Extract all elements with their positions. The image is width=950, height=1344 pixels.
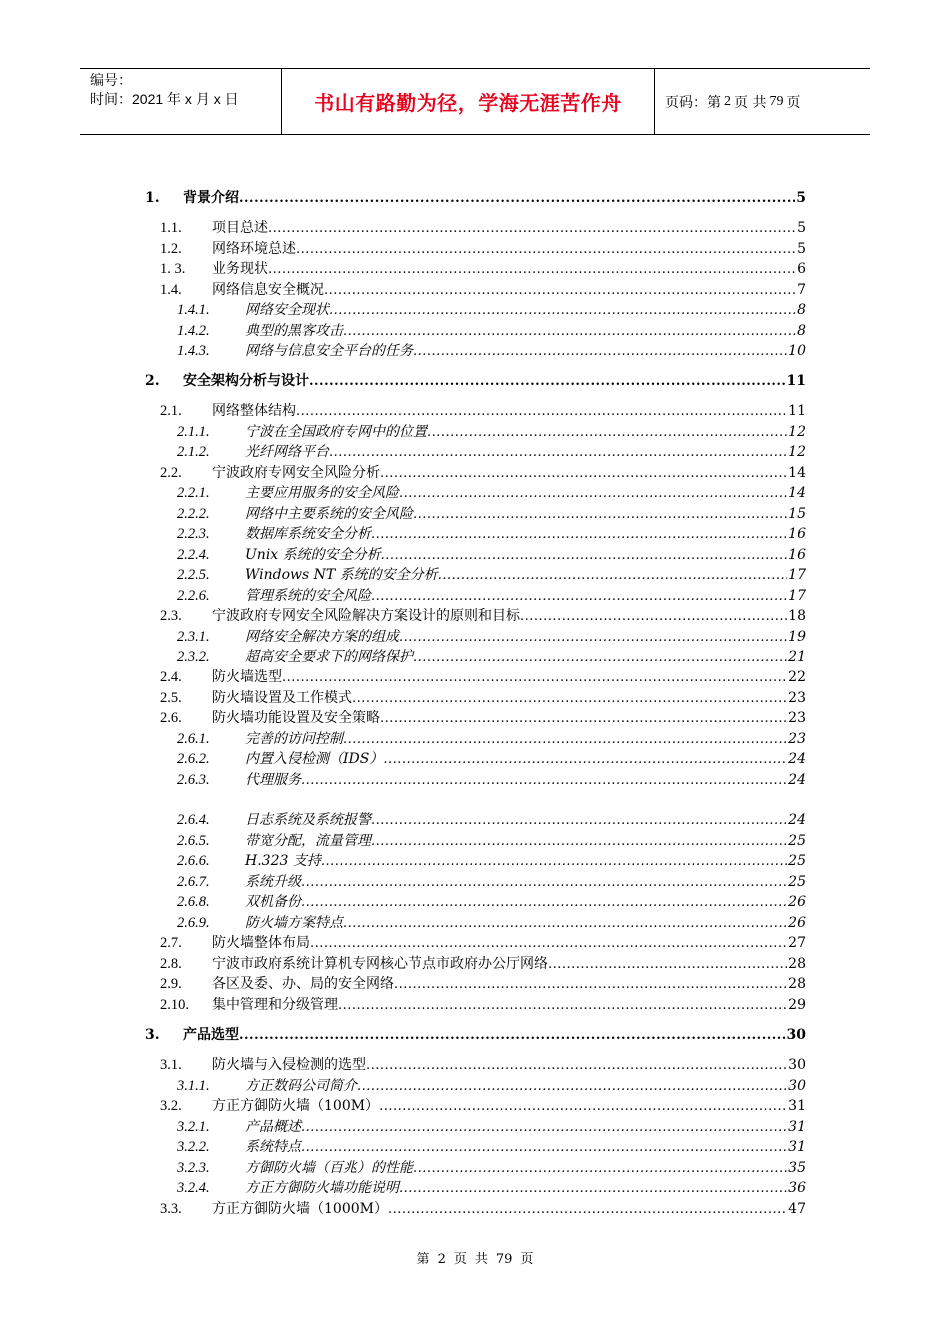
toc-entry-number: 2.4. [160, 669, 182, 685]
toc-entry-number: 2.1.2. [177, 444, 210, 460]
toc-leader-dots [366, 1055, 787, 1076]
toc-entry[interactable] [140, 872, 806, 892]
toc-leader-dots [520, 606, 787, 627]
toc-entry-page: 16 [788, 526, 806, 542]
toc-entry-page: 26 [788, 915, 806, 931]
toc-entry-number: 2. [145, 373, 160, 389]
toc-entry-page: 14 [788, 485, 806, 501]
toc-entry-number: 1.1. [160, 220, 182, 236]
toc-entry[interactable] [140, 1055, 806, 1075]
toc-entry-title: 防火墙选型 [212, 669, 282, 685]
toc-entry[interactable] [140, 422, 806, 442]
toc-leader-dots [268, 218, 796, 239]
toc-entry-page: 21 [788, 649, 806, 665]
toc-entry-title: 集中管理和分级管理 [212, 997, 338, 1013]
toc-leader-dots [301, 872, 787, 893]
toc-leader-dots [413, 1158, 787, 1179]
toc-entry-page: 5 [796, 190, 806, 206]
header-page-info [655, 69, 870, 134]
toc-entry[interactable] [140, 239, 806, 259]
toc-leader-dots [268, 259, 796, 280]
toc-entry-number: 3.3. [160, 1201, 182, 1217]
toc-entry-page: 5 [797, 241, 806, 257]
toc-entry-number: 3.2.2. [177, 1139, 210, 1155]
toc-entry-title: 产品概述 [245, 1119, 301, 1135]
toc-entry-number: 3.2. [160, 1098, 182, 1114]
toc-entry-page: 25 [788, 853, 806, 869]
header-page-prefix: 页码：第 [665, 94, 721, 111]
toc-entry-number: 2.6.8. [177, 894, 210, 910]
toc-entry-page: 23 [788, 690, 806, 706]
toc-entry[interactable] [140, 831, 806, 851]
toc-entry-title: 防火墙设置及工作模式 [212, 690, 352, 706]
toc-entry-title: 方正方御防火墙功能说明 [245, 1180, 399, 1196]
toc-leader-dots [381, 545, 788, 566]
toc-entry[interactable] [140, 627, 806, 647]
toc-entry[interactable] [140, 483, 806, 503]
toc-entry-page: 14 [788, 465, 806, 481]
toc-leader-dots [371, 810, 787, 831]
header-code-label: 编号： [90, 72, 132, 88]
toc-entry-title: 网络信息安全概况 [212, 282, 324, 298]
toc-entry-title: 宁波市政府系统计算机专网核心节点市政府办公厅网络 [212, 956, 548, 972]
toc-entry[interactable] [140, 606, 806, 626]
toc-entry-page: 35 [788, 1160, 806, 1176]
toc-entry-number: 2.6.9. [177, 915, 210, 931]
toc-entry-number: 2.6.1. [177, 731, 210, 747]
toc-entry-title: 各区及委、办、局的安全网络 [212, 976, 394, 992]
header-date-label: 时间：2021 年 x 月 x 日 [90, 91, 239, 107]
toc-entry[interactable] [140, 729, 806, 749]
toc-entry-number: 1. 3. [160, 261, 186, 277]
toc-entry-title: 系统特点 [245, 1139, 301, 1155]
toc-entry-number: 3.2.1. [177, 1119, 210, 1135]
page-header [80, 68, 870, 135]
toc-entry-number: 2.3.2. [177, 649, 210, 665]
toc-entry[interactable] [140, 708, 806, 728]
toc-entry-title: 项目总述 [212, 220, 268, 236]
toc-entry[interactable] [140, 545, 806, 565]
toc-entry-title: 光纤网络平台 [245, 444, 329, 460]
toc-entry-page: 24 [788, 812, 806, 828]
toc-entry-page: 30 [786, 1027, 806, 1043]
toc-entry-page: 31 [788, 1098, 806, 1114]
toc-entry-title: 网络与信息安全平台的任务 [245, 343, 413, 359]
toc-entry-page: 31 [788, 1139, 806, 1155]
toc-entry-title: 代理服务 [245, 772, 301, 788]
toc-entry-number: 3.2.4. [177, 1180, 210, 1196]
toc-entry[interactable] [140, 667, 806, 687]
toc-leader-dots [394, 974, 787, 995]
toc-entry-number: 2.1.1. [177, 424, 210, 440]
toc-leader-dots [399, 483, 787, 504]
toc-entry-number: 2.2.5. [177, 567, 210, 583]
toc-entry-page: 28 [788, 956, 806, 972]
toc-entry[interactable] [140, 647, 806, 667]
toc-entry-page: 22 [788, 669, 806, 685]
toc-entry-page: 23 [788, 731, 806, 747]
toc-entry-number: 2.3. [160, 608, 182, 624]
toc-leader-dots [301, 1137, 787, 1158]
toc-entry[interactable] [140, 913, 806, 933]
toc-entry-number: 1.4. [160, 282, 182, 298]
toc-entry-title: 管理系统的安全风险 [245, 588, 371, 604]
toc-entry-page: 15 [788, 506, 806, 522]
toc-leader-dots [399, 627, 787, 648]
toc-entry[interactable] [140, 1117, 806, 1137]
toc-leader-dots [338, 995, 787, 1016]
toc-entry-number: 2.2.6. [177, 588, 210, 604]
toc-entry-title: 网络安全现状 [245, 302, 329, 318]
toc-entry[interactable] [140, 300, 806, 320]
toc-entry[interactable] [140, 933, 806, 953]
header-meta [80, 69, 282, 134]
toc-entry-page: 27 [788, 935, 806, 951]
toc-entry[interactable] [140, 280, 806, 300]
toc-entry[interactable] [140, 770, 806, 790]
toc-leader-dots [343, 321, 796, 342]
toc-entry[interactable] [140, 586, 806, 606]
toc-entry-number: 3. [145, 1027, 160, 1043]
toc-entry-page: 12 [788, 444, 806, 460]
toc-entry-title: 产品选型 [183, 1027, 239, 1043]
toc-leader-dots [379, 1096, 787, 1117]
toc-entry-number: 2.2.4. [177, 547, 210, 563]
toc-entry-title: 网络环境总述 [212, 241, 296, 257]
toc-entry-number: 3.1. [160, 1057, 182, 1073]
toc-entry-page: 19 [788, 629, 806, 645]
toc-leader-dots [296, 239, 796, 260]
toc-entry-page: 10 [788, 343, 806, 359]
toc-entry-number: 2.6.5. [177, 833, 210, 849]
toc-leader-dots [371, 586, 787, 607]
toc-entry-title: 方正方御防火墙（100M） [212, 1098, 380, 1114]
toc-entry-page: 17 [788, 567, 806, 583]
toc-entry-title: 网络中主要系统的安全风险 [245, 506, 413, 522]
toc-entry-title: 主要应用服务的安全风险 [245, 485, 399, 501]
toc-entry-number: 1.4.3. [177, 343, 210, 359]
toc-entry[interactable] [140, 371, 806, 391]
page-footer [0, 1248, 950, 1267]
toc-entry-number: 2.2. [160, 465, 182, 481]
toc-leader-dots [343, 729, 787, 750]
toc-entry[interactable] [140, 401, 806, 421]
toc-entry-number: 2.6.3. [177, 772, 210, 788]
toc-entry[interactable] [140, 1178, 806, 1198]
toc-leader-dots [380, 708, 787, 729]
toc-entry-title: 安全架构分析与设计 [183, 373, 309, 389]
toc-entry-page: 8 [797, 302, 806, 318]
toc-leader-dots [321, 851, 787, 872]
toc-entry-title: H.323 支持 [245, 853, 321, 869]
footer-label-2: 页 [453, 1252, 467, 1267]
toc-leader-dots [438, 565, 787, 586]
toc-leader-dots [239, 1025, 786, 1046]
toc-entry-title: 网络整体结构 [212, 403, 296, 419]
toc-leader-dots [371, 524, 787, 545]
toc-entry-number: 2.9. [160, 976, 182, 992]
toc-entry-title: 宁波在全国政府专网中的位置 [245, 424, 427, 440]
toc-leader-dots [383, 749, 787, 770]
toc-entry-title: 日志系统及系统报警 [245, 812, 371, 828]
toc-entry[interactable] [140, 851, 806, 871]
toc-entry-number: 2.3.1. [177, 629, 210, 645]
header-page-current: 2 [724, 93, 731, 109]
toc-entry-page: 8 [797, 323, 806, 339]
toc-entry[interactable] [140, 749, 806, 769]
toc-entry-page: 23 [788, 710, 806, 726]
toc-entry-page: 29 [788, 997, 806, 1013]
toc-entry-title: 数据库系统安全分析 [245, 526, 371, 542]
toc-entry-title: 方正数码公司简介 [245, 1078, 357, 1094]
toc-entry-title: 方御防火墙（百兆）的性能 [245, 1160, 413, 1176]
toc-entry-title: Unix 系统的安全分析 [245, 547, 381, 563]
footer-label-1: 第 [416, 1252, 430, 1267]
toc-entry-number: 1.4.2. [177, 323, 210, 339]
toc-entry-number: 3.2.3. [177, 1160, 210, 1176]
toc-entry[interactable] [140, 1076, 806, 1096]
toc-entry-title: 系统升级 [245, 874, 301, 890]
toc-entry-title: 防火墙功能设置及安全策略 [212, 710, 380, 726]
toc-leader-dots [301, 1117, 787, 1138]
toc-entry[interactable] [140, 1025, 806, 1045]
toc-entry-title: 宁波政府专网安全风险分析 [212, 465, 380, 481]
toc-entry-number: 2.2.2. [177, 506, 210, 522]
toc-entry[interactable] [140, 259, 806, 279]
toc-entry-number: 2.1. [160, 403, 182, 419]
toc-entry[interactable] [140, 688, 806, 708]
toc-leader-dots [310, 933, 787, 954]
toc-entry-number: 2.2.3. [177, 526, 210, 542]
toc-entry-title: 业务现状 [212, 261, 268, 277]
toc-entry-title: 带宽分配，流量管理 [245, 833, 371, 849]
toc-entry[interactable] [140, 218, 806, 238]
toc-entry-page: 24 [788, 772, 806, 788]
toc-entry[interactable] [140, 524, 806, 544]
toc-entry-page: 47 [788, 1201, 806, 1217]
footer-label-4: 页 [520, 1252, 534, 1267]
toc-entry[interactable] [140, 810, 806, 830]
toc-leader-dots [343, 913, 787, 934]
footer-page-total: 79 [495, 1252, 513, 1267]
toc-leader-dots [548, 954, 787, 975]
toc-leader-dots [388, 1199, 787, 1220]
toc-leader-dots [357, 1076, 787, 1097]
toc-entry-number: 1.2. [160, 241, 182, 257]
toc-entry-page: 6 [797, 261, 806, 277]
toc-leader-dots [301, 892, 787, 913]
toc-entry-number: 1.4.1. [177, 302, 210, 318]
toc-leader-dots [427, 422, 787, 443]
toc-entry-page: 36 [788, 1180, 806, 1196]
toc-entry-number: 2.6.4. [177, 812, 210, 828]
toc-entry-number: 2.5. [160, 690, 182, 706]
toc-entry-number: 2.6. [160, 710, 182, 726]
toc-entry-number: 3.1.1. [177, 1078, 210, 1094]
toc-entry-number: 2.10. [160, 997, 189, 1013]
toc-entry-page: 24 [788, 751, 806, 767]
toc-entry[interactable] [140, 892, 806, 912]
toc-entry[interactable] [140, 1199, 806, 1219]
toc-leader-dots [329, 442, 787, 463]
toc-entry-page: 16 [788, 547, 806, 563]
footer-page-current: 2 [437, 1252, 446, 1267]
toc-entry-page: 18 [788, 608, 806, 624]
toc-entry-page: 5 [797, 220, 806, 236]
header-page-suffix: 页 [786, 94, 801, 111]
toc-entry-title: 双机备份 [245, 894, 301, 910]
toc-entry[interactable] [140, 321, 806, 341]
toc-leader-dots [413, 504, 787, 525]
toc-leader-dots [296, 401, 787, 422]
toc-entry-title: 网络安全解决方案的组成 [245, 629, 399, 645]
toc-entry-number: 2.6.2. [177, 751, 210, 767]
toc-entry[interactable] [140, 188, 806, 208]
toc-leader-dots [399, 1178, 787, 1199]
toc-entry-page: 25 [788, 874, 806, 890]
toc-entry-number: 2.8. [160, 956, 182, 972]
toc-entry-page: 25 [788, 833, 806, 849]
toc-entry-number: 2.6.6. [177, 853, 210, 869]
toc-entry[interactable] [140, 974, 806, 994]
toc-leader-dots [371, 831, 787, 852]
toc-leader-dots [239, 188, 795, 209]
toc-entry[interactable] [140, 1096, 806, 1116]
toc-entry-title: 宁波政府专网安全风险解决方案设计的原则和目标 [212, 608, 520, 624]
toc-entry[interactable] [140, 1158, 806, 1178]
toc-leader-dots [324, 280, 796, 301]
toc-leader-dots [413, 341, 787, 362]
toc-entry-page: 31 [788, 1119, 806, 1135]
toc-leader-dots [413, 647, 787, 668]
toc-entry-title: 完善的访问控制 [245, 731, 343, 747]
toc-entry-page: 7 [797, 282, 806, 298]
header-page-mid: 页 共 [734, 94, 767, 111]
toc-entry[interactable] [140, 565, 806, 585]
toc-entry-page: 11 [788, 403, 806, 419]
header-page-total: 79 [769, 93, 784, 109]
toc-entry-number: 2.2.1. [177, 485, 210, 501]
toc-entry-title: 防火墙与入侵检测的选型 [212, 1057, 366, 1073]
toc-entry-number: 1. [145, 190, 160, 206]
toc-entry[interactable] [140, 954, 806, 974]
toc-entry-title: 背景介绍 [183, 190, 239, 206]
toc-entry[interactable] [140, 504, 806, 524]
toc-entry-title: 防火墙方案特点 [245, 915, 343, 931]
toc-entry-page: 12 [788, 424, 806, 440]
toc-entry-title: 内置入侵检测（IDS） [245, 751, 384, 767]
toc-leader-dots [380, 463, 787, 484]
toc-entry[interactable] [140, 341, 806, 361]
toc-leader-dots [282, 667, 787, 688]
toc-entry[interactable] [140, 463, 806, 483]
toc-entry-page: 30 [788, 1078, 806, 1094]
toc-leader-dots [352, 688, 787, 709]
toc-entry-title: Windows NT 系统的安全分析 [245, 567, 438, 583]
toc-entry-number: 2.6.7. [177, 874, 210, 890]
toc-entry-title: 方正方御防火墙（1000M） [212, 1201, 388, 1217]
header-slogan: 书山有路勤为径，学海无涯苦作舟 [282, 69, 655, 134]
toc-leader-dots [329, 300, 796, 321]
toc-leader-dots [309, 371, 786, 392]
toc-entry-page: 30 [788, 1057, 806, 1073]
toc-entry-number: 2.7. [160, 935, 182, 951]
footer-label-3: 共 [474, 1252, 488, 1267]
toc-entry-title: 典型的黑客攻击 [245, 323, 343, 339]
toc-entry-title: 防火墙整体布局 [212, 935, 310, 951]
toc-entry-page: 26 [788, 894, 806, 910]
toc-entry-title: 超高安全要求下的网络保护 [245, 649, 413, 665]
toc-entry[interactable] [140, 995, 806, 1015]
toc-entry-page: 17 [788, 588, 806, 604]
toc-leader-dots [301, 770, 787, 791]
toc-entry-page: 11 [786, 373, 806, 389]
toc-entry[interactable] [140, 1137, 806, 1157]
toc-entry[interactable] [140, 442, 806, 462]
toc-entry-page: 28 [788, 976, 806, 992]
